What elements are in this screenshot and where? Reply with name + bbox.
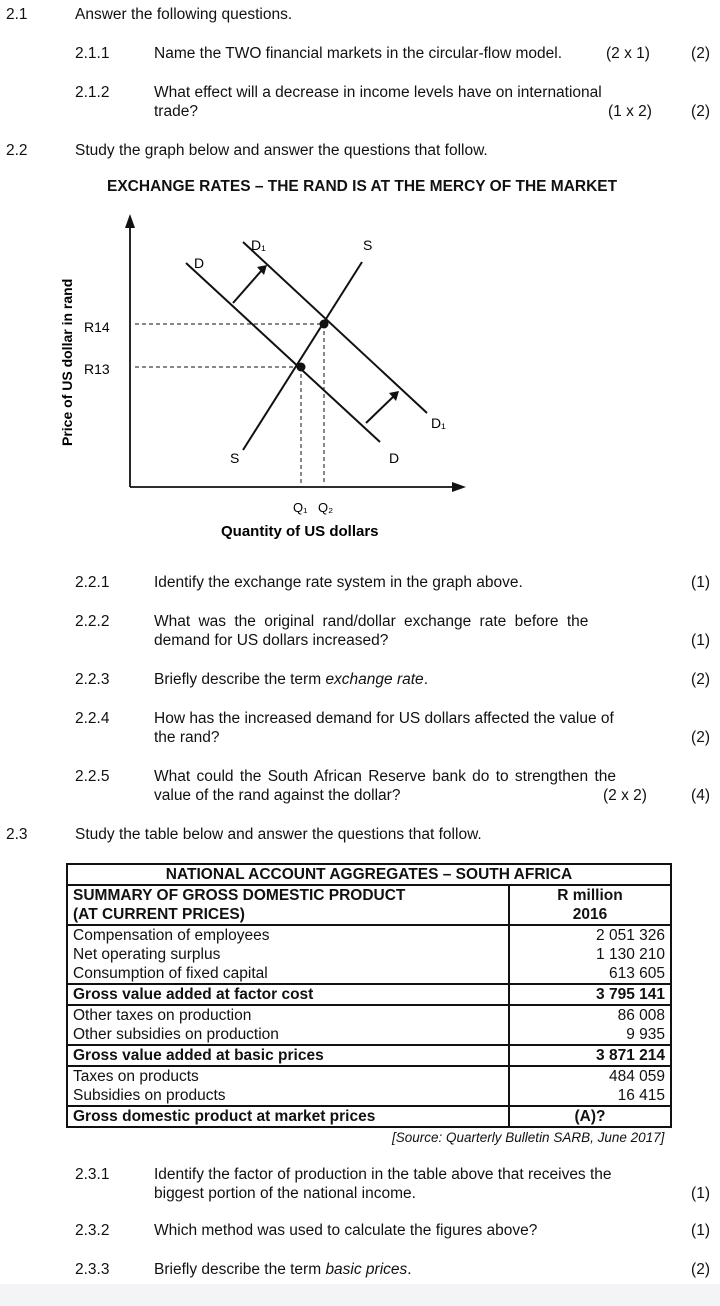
table-title: NATIONAL ACCOUNT AGGREGATES – SOUTH AFRICA — [67, 864, 671, 885]
sub-question-text: biggest portion of the national income. — [154, 1185, 416, 1202]
marks: (1) — [691, 1222, 710, 1239]
label-d-bottom: D — [389, 450, 400, 466]
table-row: Subsidies on products 16 415 — [67, 1086, 671, 1106]
demand-curve-d — [186, 263, 380, 442]
sub-question-number: 2.3.1 — [75, 1166, 110, 1183]
sub-question-text: What was the original rand/dollar exchange rate before the — [154, 613, 589, 630]
term-emphasis: basic prices — [325, 1261, 408, 1278]
sub-question-text: the rand? — [154, 729, 220, 746]
equilibrium-point-2 — [320, 320, 329, 329]
mark-calculation: (1 x 2) — [608, 103, 652, 120]
table-row-total: Gross value added at basic prices 3 871 214 — [67, 1045, 671, 1066]
question-number: 2.3 — [6, 826, 28, 843]
label-s-bottom: S — [230, 450, 240, 466]
marks: (2) — [691, 103, 710, 120]
national-accounts-table — [66, 863, 672, 1128]
mark-calculation: (2 x 2) — [603, 787, 647, 804]
sub-question-text: Briefly describe the term basic prices. — [154, 1261, 412, 1278]
marks: (1) — [691, 574, 710, 591]
page-bottom-strip — [0, 1284, 720, 1306]
y-tick-r13: R13 — [84, 361, 110, 377]
shift-arrow-lower — [366, 396, 394, 423]
mark-calculation: (2 x 1) — [606, 45, 650, 62]
label-d-top: D — [194, 255, 205, 271]
exchange-rate-chart — [0, 0, 720, 560]
marks: (4) — [691, 787, 710, 804]
marks: (2) — [691, 1261, 710, 1278]
question-number: 2.2 — [6, 142, 28, 159]
y-tick-r14: R14 — [84, 319, 110, 335]
y-axis-label: Price of US dollar in rand — [59, 278, 75, 446]
sub-question-text: Identify the factor of production in the table above that receives the — [154, 1166, 612, 1183]
sub-question-number: 2.3.2 — [75, 1222, 110, 1239]
question-instruction: Study the table below and answer the questions that follow. — [75, 826, 482, 843]
marks: (1) — [691, 1185, 710, 1202]
sub-question-text: Identify the exchange rate system in the graph above. — [154, 574, 523, 591]
table-header-left: SUMMARY OF GROSS DOMESTIC PRODUCT (AT CURRENT PRICES) — [67, 885, 509, 925]
table-row-total: Gross domestic product at market prices (A)? — [67, 1106, 671, 1127]
x-tick-q2: Q₂ — [318, 500, 334, 515]
shift-arrow-upper — [233, 270, 262, 303]
sub-question-text: demand for US dollars increased? — [154, 632, 389, 649]
table-header-right: R million 2016 — [509, 885, 671, 925]
sub-question-number: 2.2.5 — [75, 768, 110, 785]
sub-question-text: Briefly describe the term exchange rate. — [154, 671, 428, 688]
table-row: Compensation of employees 2 051 326 — [67, 925, 671, 945]
x-axis-arrow-icon — [452, 482, 466, 492]
equilibrium-point-1 — [297, 363, 306, 372]
label-s-top: S — [363, 237, 373, 253]
sub-question-text: Name the TWO financial markets in the circular-flow model. — [154, 45, 563, 62]
chart-title: EXCHANGE RATES – THE RAND IS AT THE MERCY OF THE MARKET — [107, 178, 618, 195]
marks: (2) — [691, 45, 710, 62]
table-row-total: Gross value added at factor cost 3 795 141 — [67, 984, 671, 1005]
sub-question-text: Which method was used to calculate the figures above? — [154, 1222, 538, 1239]
sub-question-number: 2.1.2 — [75, 84, 110, 101]
marks: (2) — [691, 729, 710, 746]
question-instruction: Answer the following questions. — [75, 6, 293, 23]
term-emphasis: exchange rate — [325, 671, 424, 688]
table-row: Consumption of fixed capital 613 605 — [67, 964, 671, 984]
question-number: 2.1 — [6, 6, 28, 23]
table-source: [Source: Quarterly Bulletin SARB, June 2017] — [392, 1130, 665, 1145]
sub-question-text: value of the rand against the dollar? — [154, 787, 401, 804]
question-instruction: Study the graph below and answer the questions that follow. — [75, 142, 488, 159]
x-tick-q1: Q₁ — [293, 500, 308, 515]
sub-question-number: 2.2.2 — [75, 613, 110, 630]
sub-question-text: trade? — [154, 103, 198, 120]
y-axis-arrow-icon — [125, 214, 135, 228]
label-d1-top: D₁ — [251, 237, 266, 253]
x-axis-label: Quantity of US dollars — [221, 523, 379, 540]
sub-question-number: 2.3.3 — [75, 1261, 110, 1278]
sub-question-number: 2.2.1 — [75, 574, 110, 591]
marks: (2) — [691, 671, 710, 688]
sub-question-text: What effect will a decrease in income levels have on international — [154, 84, 602, 101]
sub-question-text: What could the South African Reserve bank do to strengthen the — [154, 768, 617, 785]
marks: (1) — [691, 632, 710, 649]
demand-curve-d1 — [243, 242, 427, 413]
table-row: Taxes on products 484 059 — [67, 1066, 671, 1086]
label-d1-bottom: D₁ — [431, 415, 446, 431]
table-row: Net operating surplus 1 130 210 — [67, 945, 671, 964]
supply-curve — [243, 262, 362, 450]
table-row: Other taxes on production 86 008 — [67, 1005, 671, 1025]
table-row: Other subsidies on production 9 935 — [67, 1025, 671, 1045]
sub-question-number: 2.2.4 — [75, 710, 110, 727]
sub-question-number: 2.1.1 — [75, 45, 110, 62]
sub-question-text: How has the increased demand for US dollars affected the value of — [154, 710, 614, 727]
sub-question-number: 2.2.3 — [75, 671, 110, 688]
